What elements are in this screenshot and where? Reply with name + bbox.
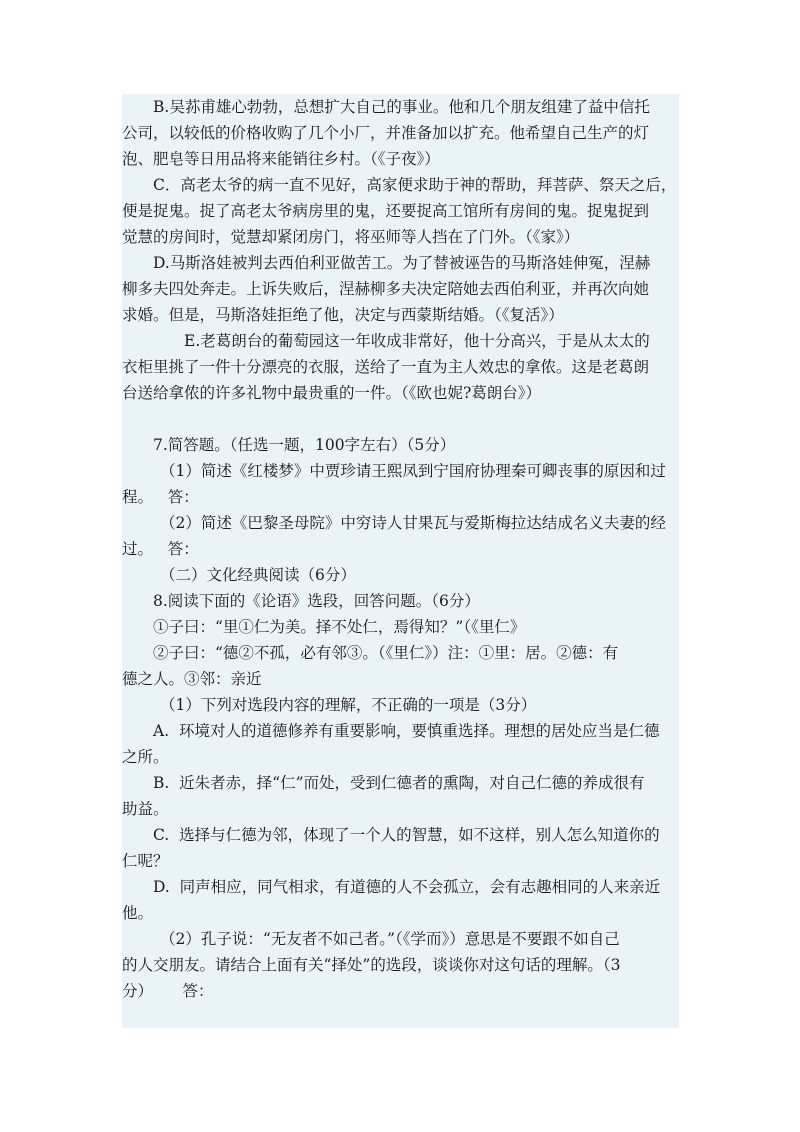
question-8-quote-2-line: 德之人。③邻：亲近 xyxy=(122,670,262,688)
question-8-quote-2-line: ②子曰：“德②不孤，必有邻③。（《里仁》）注：①里：居。②德：有 xyxy=(153,644,619,662)
question-7 xyxy=(122,432,679,562)
question-8-option-c-line: 仁呢？ xyxy=(122,852,169,870)
question-8-option-b-line: B. 近朱者赤，择“仁”而处，受到仁德者的熏陶，对自己仁德的养成很有 xyxy=(153,774,645,792)
option-d-line: D.马斯洛娃被判去西伯利亚做苦工。为了替被诬告的马斯洛娃伸冤，涅赫 xyxy=(153,254,651,272)
option-b xyxy=(122,94,679,172)
option-e-line: 衣柜里挑了一件十分漂亮的衣服，送给了一直为主人效忠的拿侬。这是老葛朗 xyxy=(122,358,650,376)
question-8-option-a-line: A. 环境对人的道德修养有重要影响，要慎重选择。理想的居处应当是仁德 xyxy=(153,722,660,740)
question-8-option-d-line: D. 同声相应，同气相求，有道德的人不会孤立，会有志趣相同的人来亲近 xyxy=(153,878,661,896)
question-8-sub-2-line: 分） 答： xyxy=(122,982,214,1000)
option-e-line: E.老葛朗台的葡萄园这一年收成非常好，他十分高兴，于是从太太的 xyxy=(184,332,650,350)
option-d-line: 求婚。但是，马斯洛娃拒绝了他，决定与西蒙斯结婚。（《复活》） xyxy=(122,306,564,324)
question-8 xyxy=(122,588,679,1004)
option-b-line: B.吴荪甫雄心勃勃，总想扩大自己的事业。他和几个朋友组建了益中信托 xyxy=(153,98,650,116)
option-d xyxy=(122,250,679,328)
option-e-line: 台送给拿侬的许多礼物中最贵重的一件。（《欧也妮?葛朗台》） xyxy=(122,384,542,402)
option-c-line: 便是捉鬼。捉了高老太爷病房里的鬼，还要捉高工馆所有房间的鬼。捉鬼捉到 xyxy=(122,202,650,220)
question-8-sub-2-line: （2）孔子说：“无友者不如己者。”（《学而》）意思是不要跟不如自己 xyxy=(160,930,620,948)
option-b-line: 泡、肥皂等日用品将来能销往乡村。（《子夜》） xyxy=(122,150,440,168)
question-7-title: 7.简答题。（任选一题，100字左右）（5分） xyxy=(153,436,456,454)
option-c-line: 觉慧的房间时，觉慧却紧闭房门，将巫师等人挡在了门外。（《家》） xyxy=(122,228,580,246)
question-8-option-a-line: 之所。 xyxy=(122,748,169,766)
document-body xyxy=(122,94,679,1004)
question-7-item-1-line: 程。 答： xyxy=(122,488,199,506)
option-e xyxy=(122,328,679,406)
question-8-option-c-line: C. 选择与仁德为邻，体现了一个人的智慧，如不这样，别人怎么知道你的 xyxy=(153,826,660,844)
question-7-item-2-line: （2）简述《巴黎圣母院》中穷诗人甘果瓦与爱斯梅拉达结成名义夫妻的经 xyxy=(160,514,666,532)
option-c-line: C．高老太爷的病一直不见好，高家便求助于神的帮助，拜菩萨、祭天之后， xyxy=(153,176,677,194)
option-b-line: 公司，以较低的价格收购了几个小厂，并准备加以扩充。他希望自己生产的灯 xyxy=(122,124,650,142)
question-7-item-2-line: 过。 答： xyxy=(122,540,199,558)
option-c xyxy=(122,172,679,250)
question-8-sub-1: （1）下列对选段内容的理解，不正确的一项是（3分） xyxy=(160,696,537,714)
question-8-title: 8.阅读下面的《论语》选段，回答问题。（6分） xyxy=(153,592,480,610)
question-8-quote-1: ①子曰：“里①仁为美。择不处仁，焉得知？”（《里仁》 xyxy=(153,618,526,636)
spacer xyxy=(122,406,679,432)
question-8-option-d-line: 他。 xyxy=(122,904,154,922)
section-heading: （二）文化经典阅读（6分） xyxy=(160,566,356,584)
question-8-option-b-line: 助益。 xyxy=(122,800,169,818)
question-8-sub-2-line: 的人交朋友。请结合上面有关“择处”的选段，谈谈你对这句话的理解。（3 xyxy=(122,956,621,974)
option-d-line: 柳多夫四处奔走。上诉失败后，涅赫柳多夫决定陪她去西伯利亚，并再次向她 xyxy=(122,280,650,298)
question-7-item-1-line: （1）简述《红楼梦》中贾珍请王熙凤到宁国府协理秦可卿丧事的原因和过 xyxy=(160,462,666,480)
